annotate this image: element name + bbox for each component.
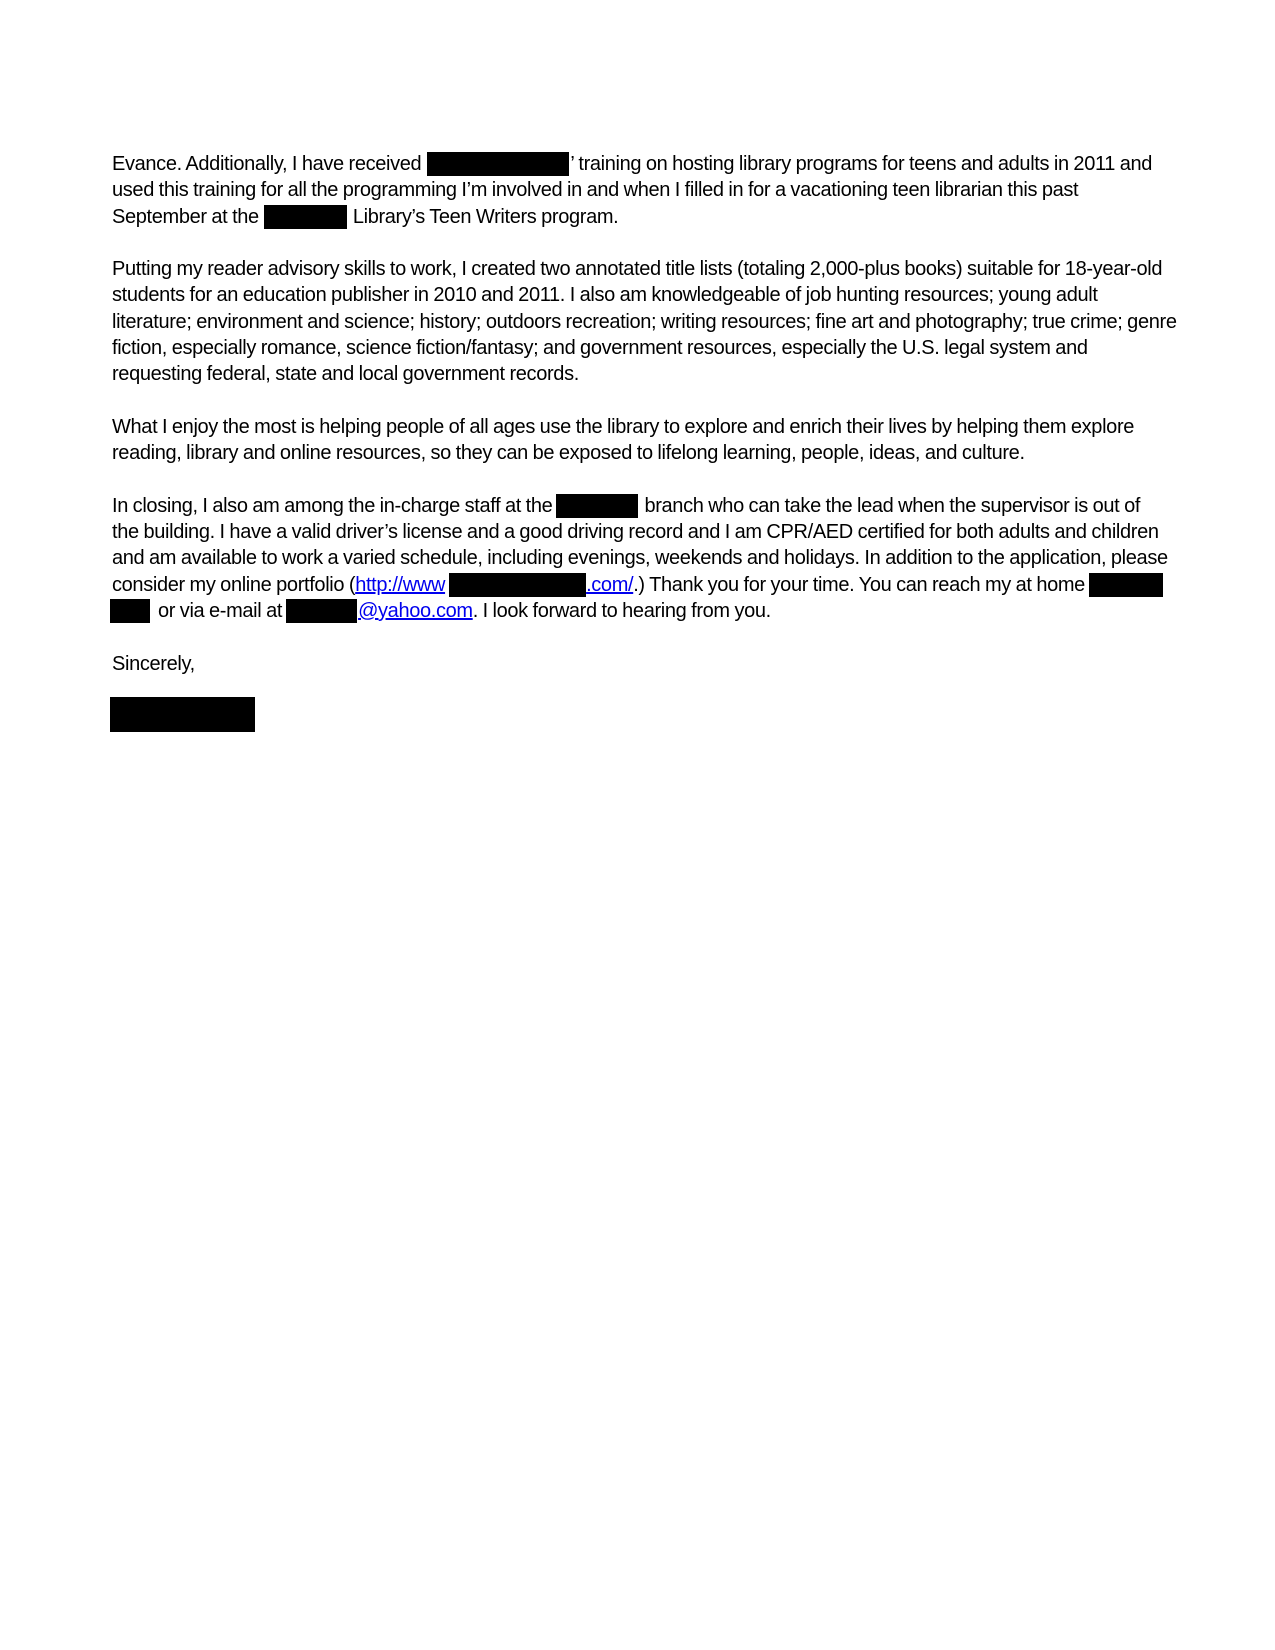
paragraph-closing [112,493,1172,624]
text-line [112,204,1172,230]
text-segment: In closing, I also am among the in-charge staff at the [112,494,553,517]
text-line: What I enjoy the most is helping people of all ages use the library to explore and enrich their lives by helping them explore [112,415,1135,438]
text-line: Putting my reader advisory skills to work, I created two annotated title lists (totaling 2,000-plus books) suitable for 18-year-old [112,258,1163,281]
text-segment: September at the [112,205,259,228]
text-segment: Evance. Additionally, I have received [112,153,422,175]
text-segment: or via e-mail at [158,600,283,623]
text-line [110,598,1172,624]
text-line: fiction, especially romance, science fiction/fantasy; and government resources, especially the U.S. legal system and [112,337,1088,360]
paragraph-training [112,151,1172,230]
email-link[interactable]: @yahoo.com [358,600,473,623]
text-segment: consider my online portfolio ( [112,573,356,596]
text-line: literature; environment and science; history; outdoors recreation; writing resources; fine art and photography; true crime; genre [112,310,1177,333]
letter-body [112,151,1177,703]
redaction-block [264,205,347,229]
redaction-block [110,599,150,623]
text-line: requesting federal, state and local government records. [112,363,579,386]
text-segment: Library’s Teen Writers program. [352,205,619,228]
text-line: students for an education publisher in 2010 and 2011. I also am knowledgeable of job hunting resources; young adult [112,284,1098,307]
redaction-block [1089,573,1163,597]
text-line: and am available to work a varied schedule, including evenings, weekends and holidays. In addition to the application, please [112,547,1168,570]
signature-redaction-block [110,697,255,732]
text-segment: ’ training on hosting library programs for teens and adults in 2011 and [570,153,1153,175]
redaction-block [427,152,569,176]
text-line [112,572,1172,598]
text-line: the building. I have a valid driver’s license and a good driving record and I am CPR/AED certified for both adults and children [112,521,1159,544]
portfolio-link[interactable]: http://www [355,573,446,596]
text-line: reading, library and online resources, so they can be exposed to lifelong learning, people, ideas, and culture. [112,442,1025,465]
text-line: used this training for all the programming I’m involved in and when I filled in for a vacationing teen librarian this past [112,179,1079,202]
text-segment: branch who can take the lead when the supervisor is out of [644,494,1141,517]
paragraph-reader-advisory [112,256,1177,387]
paragraph-enjoy [112,414,1172,467]
closing-salutation: Sincerely, [112,652,195,675]
text-line [112,493,1172,519]
redaction-block [286,599,357,623]
paragraph-signoff [112,651,1172,677]
text-segment: . I look forward to hearing from you. [472,600,771,623]
text-segment: .) Thank you for your time. You can reach my at home [633,573,1085,596]
redaction-block [556,494,638,518]
redaction-block [449,573,586,597]
portfolio-link-suffix[interactable]: .com/ [586,573,634,596]
text-line [112,151,1172,177]
